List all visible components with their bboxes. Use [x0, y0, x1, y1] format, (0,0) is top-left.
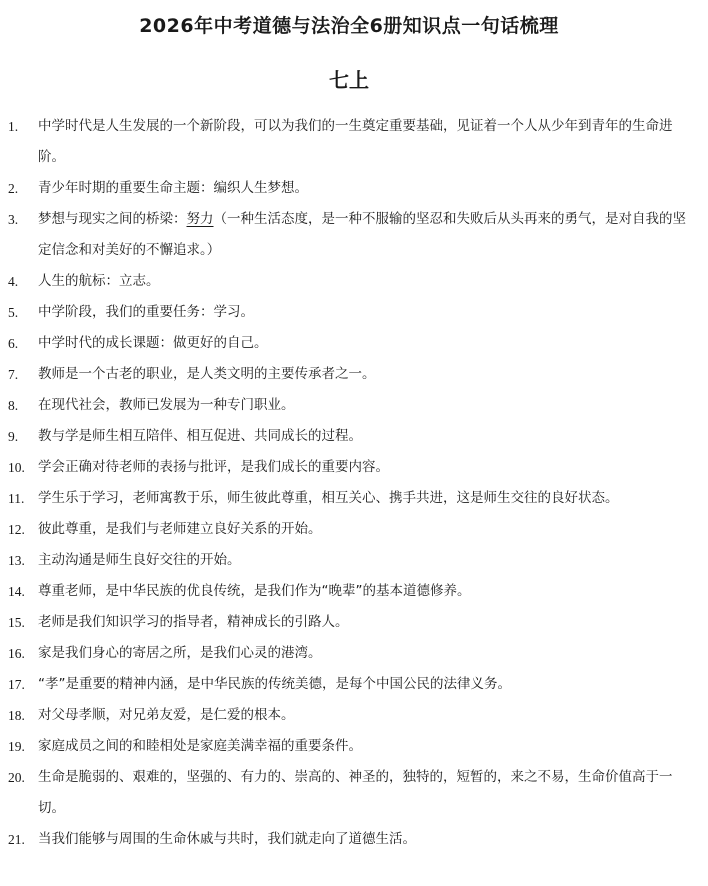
- item-number: 17.: [8, 677, 25, 692]
- item-number: 14.: [8, 584, 25, 599]
- list-item: [8, 669, 690, 700]
- item-number: 13.: [8, 553, 25, 568]
- list-item: [8, 731, 690, 762]
- item-text: 在现代社会，教师已发展为一种专门职业。: [38, 397, 295, 413]
- item-number: 4.: [8, 274, 19, 289]
- item-number: 3.: [8, 212, 19, 227]
- item-number: 11.: [8, 491, 25, 506]
- list-item: [8, 824, 690, 855]
- list-item: [8, 204, 690, 266]
- list-item: [8, 328, 690, 359]
- item-text: 中学阶段，我们的重要任务：学习。: [38, 304, 254, 320]
- list-item: [8, 607, 690, 638]
- item-number: 7.: [8, 367, 19, 382]
- item-text-suffix: （一种生活态度，是一种不服输的坚忍和失败后从头再来的勇气，是对自我的坚定信念和对美好的不懈追求。）: [38, 211, 686, 258]
- item-text: 中学时代的成长课题：做更好的自己。: [38, 335, 268, 351]
- item-number: 9.: [8, 429, 19, 444]
- item-text: 家庭成员之间的和睦相处是家庭美满幸福的重要条件。: [38, 738, 362, 754]
- item-text: 对父母孝顺，对兄弟友爱，是仁爱的根本。: [38, 707, 295, 723]
- list-item: [8, 576, 690, 607]
- list-item: [8, 297, 690, 328]
- item-number: 6.: [8, 336, 19, 351]
- item-number: 1.: [8, 119, 19, 134]
- list-item: [8, 514, 690, 545]
- knowledge-point-list: [8, 111, 690, 855]
- item-text: 彼此尊重，是我们与老师建立良好关系的开始。: [38, 521, 322, 537]
- item-text: 青少年时期的重要生命主题：编织人生梦想。: [38, 180, 308, 196]
- item-text: 主动沟通是师生良好交往的开始。: [38, 552, 241, 568]
- document-title: 2026年中考道德与法治全6册知识点一句话梳理: [139, 15, 559, 37]
- item-text: 中学时代是人生发展的一个新阶段，可以为我们的一生奠定重要基础，见证着一个人从少年到青年的生命进阶。: [38, 118, 673, 165]
- item-text: 学会正确对待老师的表扬与批评，是我们成长的重要内容。: [38, 459, 389, 475]
- item-number: 15.: [8, 615, 25, 630]
- item-text: 生命是脆弱的、艰难的，坚强的、有力的、崇高的、神圣的，独特的，短暂的，来之不易，生命价值高于一切。: [38, 769, 673, 816]
- list-item: [8, 173, 690, 204]
- item-number: 12.: [8, 522, 25, 537]
- list-item: [8, 545, 690, 576]
- item-text: 人生的航标：立志。: [38, 273, 160, 289]
- list-item: [8, 359, 690, 390]
- item-number: 18.: [8, 708, 25, 723]
- list-item: [8, 638, 690, 669]
- item-number: 10.: [8, 460, 25, 475]
- item-text: 老师是我们知识学习的指导者，精神成长的引路人。: [38, 614, 349, 630]
- item-number: 16.: [8, 646, 25, 661]
- list-item: [8, 762, 690, 824]
- list-item: [8, 452, 690, 483]
- item-text: 教师是一个古老的职业，是人类文明的主要传承者之一。: [38, 366, 376, 382]
- item-text: 学生乐于学习，老师寓教于乐，师生彼此尊重，相互关心、携手共进，这是师生交往的良好状态。: [38, 490, 619, 506]
- list-item: [8, 700, 690, 731]
- item-text: 尊重老师，是中华民族的优良传统，是我们作为“晚辈”的基本道德修养。: [38, 583, 471, 599]
- item-text: 家是我们身心的寄居之所，是我们心灵的港湾。: [38, 645, 322, 661]
- list-item: [8, 266, 690, 297]
- item-text: 当我们能够与周围的生命休戚与共时，我们就走向了道德生活。: [38, 831, 416, 847]
- underlined-keyword: 努力: [186, 211, 214, 227]
- item-text: 教与学是师生相互陪伴、相互促进、共同成长的过程。: [38, 428, 362, 444]
- item-number: 5.: [8, 305, 19, 320]
- item-text: “孝”是重要的精神内涵，是中华民族的传统美德，是每个中国公民的法律义务。: [38, 676, 511, 692]
- item-text-prefix: 梦想与现实之间的桥梁：: [38, 211, 187, 227]
- item-number: 20.: [8, 770, 25, 785]
- item-number: 8.: [8, 398, 19, 413]
- list-item: [8, 111, 690, 173]
- item-text: [38, 204, 690, 266]
- list-item: [8, 390, 690, 421]
- item-number: 21.: [8, 832, 25, 847]
- item-number: 19.: [8, 739, 25, 754]
- list-item: [8, 483, 690, 514]
- item-number: 2.: [8, 181, 19, 196]
- section-heading: 七上: [329, 68, 369, 92]
- list-item: [8, 421, 690, 452]
